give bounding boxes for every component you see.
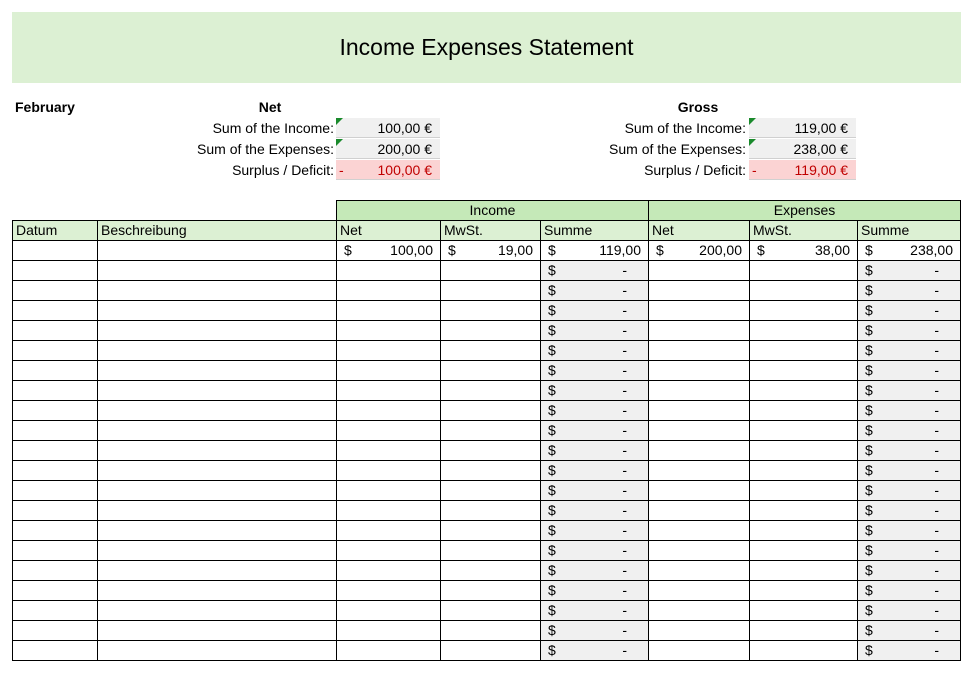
col-header-income-net[interactable]: Net (337, 221, 441, 241)
datum-cell[interactable] (13, 301, 98, 321)
expenses-mwst-cell[interactable] (750, 421, 858, 441)
expenses-summe-cell[interactable]: $ - (858, 481, 961, 501)
beschreibung-cell[interactable] (98, 501, 337, 521)
expenses-net-cell[interactable] (649, 401, 750, 421)
expenses-mwst-cell[interactable] (750, 261, 858, 281)
datum-cell[interactable] (13, 261, 98, 281)
beschreibung-cell[interactable] (98, 241, 337, 261)
expenses-mwst-cell[interactable] (750, 641, 858, 661)
beschreibung-cell[interactable] (98, 261, 337, 281)
income-mwst-cell[interactable] (441, 501, 541, 521)
beschreibung-cell[interactable] (98, 641, 337, 661)
income-summe-cell[interactable]: $ - (541, 401, 649, 421)
datum-cell[interactable] (13, 481, 98, 501)
expenses-summe-cell[interactable]: $ - (858, 641, 961, 661)
expenses-mwst-cell[interactable] (750, 441, 858, 461)
beschreibung-cell[interactable] (98, 301, 337, 321)
expenses-mwst-cell[interactable] (750, 301, 858, 321)
income-mwst-cell[interactable] (441, 361, 541, 381)
expenses-mwst-cell[interactable] (750, 381, 858, 401)
expenses-mwst-cell[interactable] (750, 561, 858, 581)
income-mwst-cell[interactable] (441, 621, 541, 641)
expenses-mwst-cell[interactable] (750, 281, 858, 301)
income-net-cell[interactable] (337, 601, 441, 621)
expenses-mwst-cell[interactable] (750, 541, 858, 561)
income-summe-cell[interactable]: $ 119,00 (541, 241, 649, 261)
income-mwst-cell[interactable] (441, 561, 541, 581)
expenses-mwst-cell[interactable] (750, 361, 858, 381)
expenses-net-cell[interactable] (649, 261, 750, 281)
table-row (13, 621, 961, 641)
table-row (13, 481, 961, 501)
expenses-net-cell[interactable]: $ 200,00 (649, 241, 750, 261)
table-row (13, 541, 961, 561)
income-net-cell[interactable] (337, 361, 441, 381)
title-banner (12, 12, 961, 83)
beschreibung-cell[interactable] (98, 321, 337, 341)
error-indicator-icon (336, 139, 343, 146)
income-net-cell[interactable] (337, 321, 441, 341)
table-row (13, 381, 961, 401)
expenses-net-cell[interactable] (649, 621, 750, 641)
expenses-mwst-cell[interactable] (750, 581, 858, 601)
empty-cell (13, 201, 98, 221)
datum-cell[interactable] (13, 401, 98, 421)
income-summe-cell[interactable]: $ - (541, 621, 649, 641)
income-mwst-cell[interactable] (441, 461, 541, 481)
income-summe-cell[interactable]: $ - (541, 601, 649, 621)
expenses-net-cell[interactable] (649, 541, 750, 561)
income-mwst-cell[interactable]: $ 19,00 (441, 241, 541, 261)
net-income-value[interactable]: 100,00 € (336, 118, 440, 138)
income-net-cell[interactable] (337, 301, 441, 321)
datum-cell[interactable] (13, 561, 98, 581)
error-indicator-icon (749, 118, 756, 125)
table-row (13, 501, 961, 521)
expenses-net-cell[interactable] (649, 521, 750, 541)
income-net-cell[interactable] (337, 281, 441, 301)
datum-cell[interactable] (13, 241, 98, 261)
error-indicator-icon (336, 118, 343, 125)
datum-cell[interactable] (13, 641, 98, 661)
empty-cell (98, 201, 337, 221)
table-row (13, 361, 961, 381)
gross-heading: Gross (677, 99, 719, 115)
net-expenses-label: Sum of the Expenses: (197, 141, 334, 157)
net-surplus-label: Surplus / Deficit: (232, 162, 334, 178)
income-mwst-cell[interactable] (441, 541, 541, 561)
beschreibung-cell[interactable] (98, 281, 337, 301)
beschreibung-cell[interactable] (98, 381, 337, 401)
net-expenses-value[interactable]: 200,00 € (336, 139, 440, 159)
expenses-summe-cell[interactable]: $ - (858, 341, 961, 361)
income-summe-cell[interactable]: $ - (541, 561, 649, 581)
income-mwst-cell[interactable] (441, 441, 541, 461)
net-heading: Net (258, 99, 282, 115)
income-mwst-cell[interactable] (441, 641, 541, 661)
income-net-cell[interactable] (337, 441, 441, 461)
datum-cell[interactable] (13, 541, 98, 561)
income-summe-cell[interactable]: $ - (541, 301, 649, 321)
income-summe-cell[interactable]: $ - (541, 381, 649, 401)
income-net-cell[interactable] (337, 421, 441, 441)
beschreibung-cell[interactable] (98, 481, 337, 501)
expenses-net-cell[interactable] (649, 441, 750, 461)
beschreibung-cell[interactable] (98, 581, 337, 601)
beschreibung-cell[interactable] (98, 521, 337, 541)
income-summe-cell[interactable]: $ - (541, 521, 649, 541)
negative-sign: - (339, 162, 344, 178)
datum-cell[interactable] (13, 421, 98, 441)
income-summe-cell[interactable]: $ - (541, 501, 649, 521)
expenses-net-cell[interactable] (649, 301, 750, 321)
table-row (13, 641, 961, 661)
col-header-datum[interactable]: Datum (13, 221, 98, 241)
expenses-mwst-cell[interactable] (750, 601, 858, 621)
income-mwst-cell[interactable] (441, 401, 541, 421)
page-title: Income Expenses Statement (339, 34, 634, 60)
expenses-net-cell[interactable] (649, 381, 750, 401)
expenses-mwst-cell[interactable] (750, 521, 858, 541)
expenses-summe-cell[interactable]: $ - (858, 521, 961, 541)
beschreibung-cell[interactable] (98, 461, 337, 481)
expenses-net-cell[interactable] (649, 361, 750, 381)
col-header-expenses-net[interactable]: Net (649, 221, 750, 241)
income-net-cell[interactable]: $ 100,00 (337, 241, 441, 261)
group-header-row (13, 201, 961, 221)
error-indicator-icon (749, 139, 756, 146)
month-label[interactable]: February (15, 99, 75, 115)
expenses-net-cell[interactable] (649, 461, 750, 481)
ledger-table (12, 200, 961, 661)
income-net-cell[interactable] (337, 501, 441, 521)
datum-cell[interactable] (13, 341, 98, 361)
expenses-summe-cell[interactable]: $ - (858, 301, 961, 321)
income-mwst-cell[interactable] (441, 521, 541, 541)
income-summe-cell[interactable]: $ - (541, 441, 649, 461)
col-header-income-summe[interactable]: Summe (541, 221, 649, 241)
income-summe-cell[interactable]: $ - (541, 341, 649, 361)
gross-surplus-label: Surplus / Deficit: (644, 162, 746, 178)
expenses-mwst-cell[interactable] (750, 401, 858, 421)
table-row (13, 461, 961, 481)
beschreibung-cell[interactable] (98, 361, 337, 381)
income-summe-cell[interactable]: $ - (541, 461, 649, 481)
income-mwst-cell[interactable] (441, 381, 541, 401)
net-income-label: Sum of the Income: (212, 120, 334, 136)
gross-surplus-value[interactable]: - 119,00 € (749, 160, 856, 180)
income-net-cell[interactable] (337, 521, 441, 541)
net-surplus-value[interactable]: - 100,00 € (336, 160, 440, 180)
income-summe-cell[interactable]: $ - (541, 361, 649, 381)
expenses-net-cell[interactable] (649, 581, 750, 601)
expenses-summe-cell[interactable]: $ - (858, 401, 961, 421)
col-header-beschreibung[interactable]: Beschreibung (98, 221, 337, 241)
beschreibung-cell[interactable] (98, 341, 337, 361)
income-net-cell[interactable] (337, 261, 441, 281)
income-mwst-cell[interactable] (441, 281, 541, 301)
table-row (13, 301, 961, 321)
table-row (13, 521, 961, 541)
negative-sign: - (752, 162, 757, 178)
income-net-cell[interactable] (337, 341, 441, 361)
table-row (13, 561, 961, 581)
datum-cell[interactable] (13, 581, 98, 601)
income-net-cell[interactable] (337, 541, 441, 561)
table-row (13, 321, 961, 341)
datum-cell[interactable] (13, 461, 98, 481)
expenses-summe-cell[interactable]: $ - (858, 381, 961, 401)
expenses-summe-cell[interactable]: $ - (858, 441, 961, 461)
gross-income-label: Sum of the Income: (624, 120, 746, 136)
expenses-summe-cell[interactable]: $ - (858, 581, 961, 601)
beschreibung-cell[interactable] (98, 401, 337, 421)
income-summe-cell[interactable]: $ - (541, 641, 649, 661)
income-group-header[interactable]: Income (337, 201, 649, 221)
expenses-summe-cell[interactable]: $ - (858, 561, 961, 581)
datum-cell[interactable] (13, 281, 98, 301)
income-net-cell[interactable] (337, 381, 441, 401)
gross-expenses-value[interactable]: 238,00 € (749, 139, 856, 159)
expenses-summe-cell[interactable]: $ - (858, 541, 961, 561)
expenses-summe-cell[interactable]: $ 238,00 (858, 241, 961, 261)
expenses-summe-cell[interactable]: $ - (858, 421, 961, 441)
expenses-summe-cell[interactable]: $ - (858, 321, 961, 341)
table-row (13, 441, 961, 461)
expenses-summe-cell[interactable]: $ - (858, 281, 961, 301)
table-row (13, 581, 961, 601)
table-row (13, 281, 961, 301)
income-mwst-cell[interactable] (441, 421, 541, 441)
expenses-net-cell[interactable] (649, 481, 750, 501)
expenses-summe-cell[interactable]: $ - (858, 261, 961, 281)
beschreibung-cell[interactable] (98, 541, 337, 561)
table-row (13, 341, 961, 361)
beschreibung-cell[interactable] (98, 621, 337, 641)
datum-cell[interactable] (13, 521, 98, 541)
datum-cell[interactable] (13, 361, 98, 381)
expenses-group-header[interactable]: Expenses (649, 201, 961, 221)
expenses-mwst-cell[interactable] (750, 321, 858, 341)
col-header-income-mwst[interactable]: MwSt. (441, 221, 541, 241)
col-header-expenses-mwst[interactable]: MwSt. (750, 221, 858, 241)
datum-cell[interactable] (13, 601, 98, 621)
expenses-net-cell[interactable] (649, 561, 750, 581)
expenses-mwst-cell[interactable] (750, 621, 858, 641)
expenses-summe-cell[interactable]: $ - (858, 461, 961, 481)
table-row (13, 401, 961, 421)
income-mwst-cell[interactable] (441, 321, 541, 341)
income-summe-cell[interactable]: $ - (541, 541, 649, 561)
expenses-mwst-cell[interactable] (750, 481, 858, 501)
gross-income-value[interactable]: 119,00 € (749, 118, 856, 138)
table-row (13, 241, 961, 261)
expenses-mwst-cell[interactable]: $ 38,00 (750, 241, 858, 261)
beschreibung-cell[interactable] (98, 601, 337, 621)
expenses-mwst-cell[interactable] (750, 461, 858, 481)
expenses-net-cell[interactable] (649, 641, 750, 661)
income-mwst-cell[interactable] (441, 301, 541, 321)
datum-cell[interactable] (13, 621, 98, 641)
income-mwst-cell[interactable] (441, 261, 541, 281)
column-header-row (13, 221, 961, 241)
expenses-net-cell[interactable] (649, 601, 750, 621)
income-summe-cell[interactable]: $ - (541, 421, 649, 441)
expenses-summe-cell[interactable]: $ - (858, 621, 961, 641)
income-net-cell[interactable] (337, 641, 441, 661)
expenses-net-cell[interactable] (649, 421, 750, 441)
income-summe-cell[interactable]: $ - (541, 261, 649, 281)
expenses-mwst-cell[interactable] (750, 501, 858, 521)
income-mwst-cell[interactable] (441, 601, 541, 621)
expenses-summe-cell[interactable]: $ - (858, 501, 961, 521)
beschreibung-cell[interactable] (98, 421, 337, 441)
income-summe-cell[interactable]: $ - (541, 481, 649, 501)
income-summe-cell[interactable]: $ - (541, 321, 649, 341)
income-mwst-cell[interactable] (441, 481, 541, 501)
gross-expenses-label: Sum of the Expenses: (609, 141, 746, 157)
expenses-summe-cell[interactable]: $ - (858, 361, 961, 381)
expenses-net-cell[interactable] (649, 321, 750, 341)
datum-cell[interactable] (13, 381, 98, 401)
datum-cell[interactable] (13, 501, 98, 521)
table-row (13, 601, 961, 621)
income-net-cell[interactable] (337, 461, 441, 481)
income-summe-cell[interactable]: $ - (541, 281, 649, 301)
income-summe-cell[interactable]: $ - (541, 581, 649, 601)
expenses-net-cell[interactable] (649, 341, 750, 361)
income-mwst-cell[interactable] (441, 581, 541, 601)
beschreibung-cell[interactable] (98, 561, 337, 581)
income-net-cell[interactable] (337, 561, 441, 581)
income-mwst-cell[interactable] (441, 341, 541, 361)
income-net-cell[interactable] (337, 481, 441, 501)
expenses-summe-cell[interactable]: $ - (858, 601, 961, 621)
income-net-cell[interactable] (337, 621, 441, 641)
income-net-cell[interactable] (337, 401, 441, 421)
datum-cell[interactable] (13, 441, 98, 461)
expenses-net-cell[interactable] (649, 501, 750, 521)
expenses-net-cell[interactable] (649, 281, 750, 301)
income-net-cell[interactable] (337, 581, 441, 601)
expenses-mwst-cell[interactable] (750, 341, 858, 361)
datum-cell[interactable] (13, 321, 98, 341)
col-header-expenses-summe[interactable]: Summe (858, 221, 961, 241)
beschreibung-cell[interactable] (98, 441, 337, 461)
table-row (13, 261, 961, 281)
table-row (13, 421, 961, 441)
